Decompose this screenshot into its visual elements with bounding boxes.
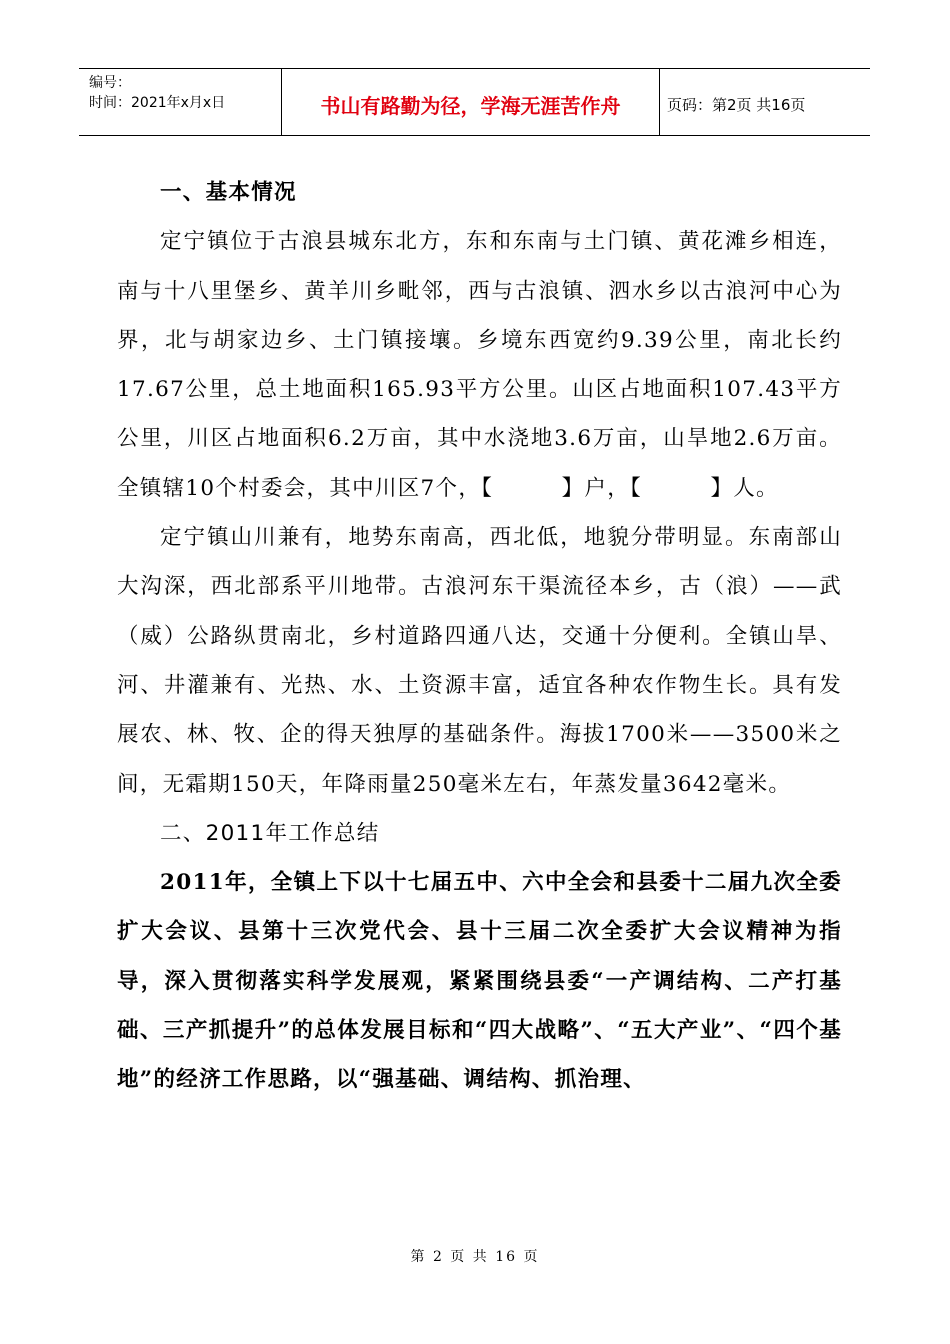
paragraph-summary: 2011年，全镇上下以十七届五中、六中全会和县委十二届九次全委扩大会议、县第十三次党代会、县十三届二次全委扩大会议精神为指导，深入贯彻落实科学发展观，紧紧围绕县委“一产调结构、二产打基础、三产抓提升”的总体发展目标和“四大战略”、“五大产业”、“四个基地”的经济工作思路，以“强基础、调结构、抓治理、	[117, 870, 842, 1093]
page-footer: 第 2 页 共 16 页	[410, 1249, 540, 1265]
header-page-info: 页码：第2页 共16页	[667, 95, 806, 114]
header-meta	[79, 69, 282, 135]
paragraph-location: 定宁镇位于古浪县城东北方，东和东南与土门镇、黄花滩乡相连，南与十八里堡乡、黄羊川乡毗邻，西与古浪镇、泗水乡以古浪河中心为界，北与胡家边乡、土门镇接壤。乡境东西宽约9.39公里，南北长约17.67公里，总土地面积165.93平方公里。山区占地面积107.43平方公里，川区占地面积6.2万亩，其中水浇地3.6万亩，山旱地2.6万亩。全镇辖10个村委会，其中川区7个，【 】户，【 】人。	[117, 229, 842, 501]
header-motto: 书山有路勤为径，学海无涯苦作舟	[282, 69, 660, 135]
document-body	[117, 168, 842, 1105]
document-number-label: 编号：	[89, 75, 131, 91]
paragraph-terrain: 定宁镇山川兼有，地势东南高，西北低，地貌分带明显。东南部山大沟深，西北部系平川地带。古浪河东干渠流径本乡，古（浪）——武（威）公路纵贯南北，乡村道路四通八达，交通十分便利。全镇山旱、河、井灌兼有、光热、水、土资源丰富，适宜各种农作物生长。具有发展农、林、牧、企的得天独厚的基础条件。海拔1700米——3500米之间，无霜期150天，年降雨量250毫米左右，年蒸发量3642毫米。	[117, 525, 842, 797]
page-header	[79, 68, 870, 136]
section-heading-basic-situation: 一、基本情况	[160, 180, 297, 205]
section-heading-work-summary: 二、2011年工作总结	[160, 820, 380, 846]
document-time-label: 时间：2021年x月x日	[89, 95, 226, 111]
